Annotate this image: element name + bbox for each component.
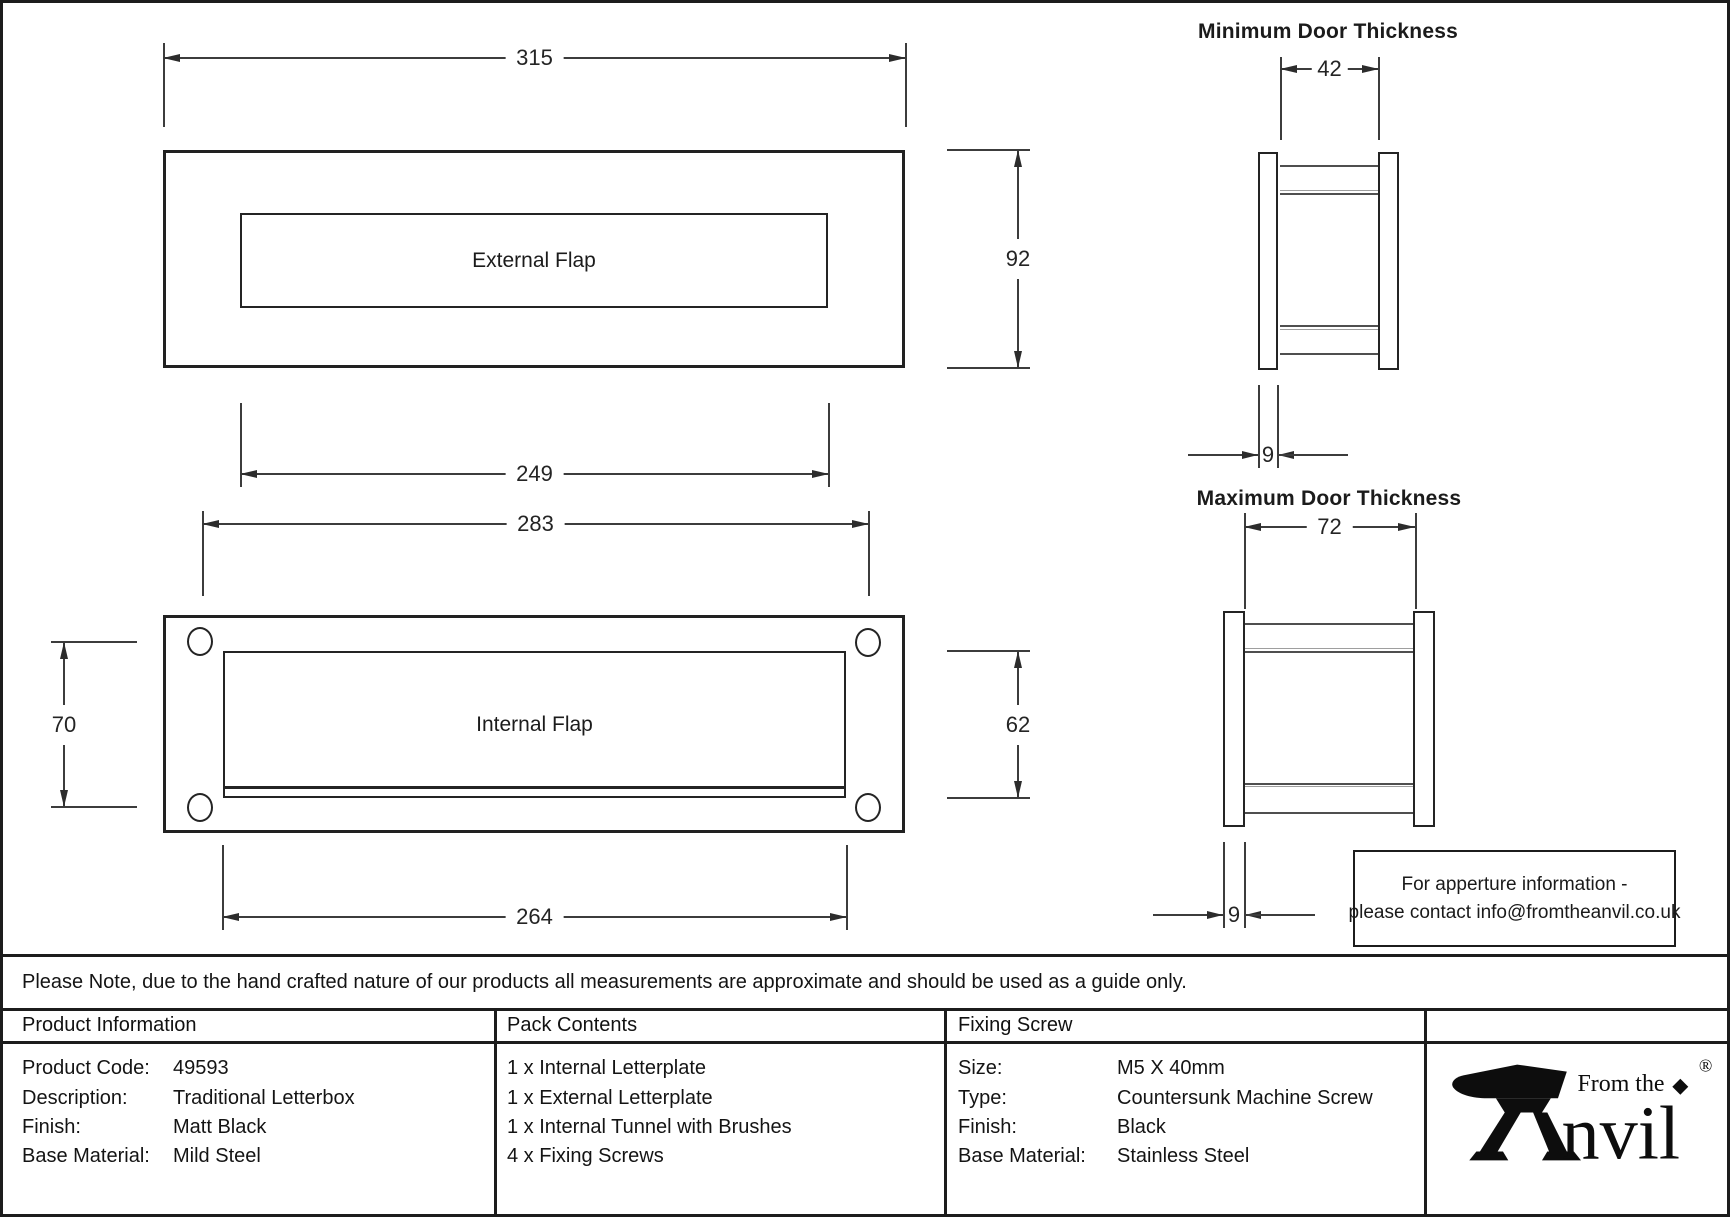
table-divider-1 (494, 1008, 497, 1217)
arrow-left-icon (222, 913, 239, 921)
finish-value: Matt Black (173, 1116, 267, 1138)
arrow-down-icon (1014, 351, 1022, 368)
dimension-42 (1280, 56, 1379, 81)
table-divider-3 (1424, 1008, 1427, 1217)
dimension-92-value: 92 (1004, 239, 1032, 279)
dimension-62-value: 62 (1004, 705, 1032, 745)
min-external-plate-section (1258, 152, 1278, 370)
external-flap-label: External Flap (472, 248, 596, 272)
pack-item-4: 4 x Fixing Screws (507, 1145, 664, 1167)
screw-base-material-value: Stainless Steel (1117, 1145, 1250, 1167)
arrow-left-icon (1244, 523, 1261, 531)
arrow-up-icon (60, 642, 68, 659)
min-tunnel-brush-line-bottom (1280, 329, 1378, 330)
arrow-right-icon (1362, 65, 1379, 73)
screw-hole-top-left (187, 627, 213, 656)
anvil-logo-graphic (1448, 1052, 1714, 1172)
arrow-up-icon (1014, 651, 1022, 668)
min-tunnel-aperture-top (1280, 193, 1378, 195)
arrow-right-icon (812, 470, 829, 478)
dimension-92 (1005, 150, 1031, 368)
table-header-border (0, 1041, 1730, 1044)
arrow-up-icon (1014, 150, 1022, 167)
from-the-anvil-logo (1448, 1052, 1714, 1172)
registered-trademark-icon: ® (1698, 1055, 1713, 1076)
dimension-264-value: 264 (505, 904, 564, 930)
dimension-70 (51, 642, 77, 807)
arrow-left-icon (240, 470, 257, 478)
arrow-left-icon (163, 54, 180, 62)
min-tunnel-brush-line-top (1280, 190, 1378, 191)
dimension-72-value: 72 (1306, 514, 1352, 540)
screw-finish-label: Finish: (958, 1116, 1017, 1138)
max-72-extension-right (1415, 513, 1417, 609)
screw-finish-value: Black (1117, 1116, 1166, 1138)
arrow-right-icon (1398, 523, 1415, 531)
max-tunnel-brush-line-top (1245, 648, 1413, 649)
logo-prefix: From the (1577, 1071, 1665, 1098)
arrow-right-icon (1207, 911, 1223, 919)
logo-name: nvil (1561, 1091, 1681, 1172)
dimension-9-max (1153, 902, 1315, 927)
min-tunnel-aperture-bottom (1280, 325, 1378, 327)
dimension-42-value: 42 (1311, 56, 1347, 82)
arrow-left-icon (202, 520, 219, 528)
screw-hole-bottom-left (187, 793, 213, 822)
arrow-right-icon (889, 54, 906, 62)
description-value: Traditional Letterbox (173, 1087, 355, 1109)
dimension-72 (1244, 514, 1415, 539)
screw-base-material-label: Base Material: (958, 1145, 1086, 1167)
dimension-line (1245, 914, 1315, 916)
max-tunnel-aperture-bottom (1245, 783, 1413, 785)
apperture-info-line2: please contact info@fromtheanvil.co.uk (1348, 901, 1681, 923)
dimension-283-value: 283 (506, 511, 565, 537)
max-tunnel-bottom-line (1245, 812, 1413, 814)
arrow-down-icon (1014, 781, 1022, 798)
fixing-screw-header: Fixing Screw (958, 1014, 1073, 1036)
max-external-plate-section (1223, 611, 1245, 827)
arrow-left-icon (1280, 65, 1297, 73)
screw-size-value: M5 X 40mm (1117, 1057, 1225, 1079)
max-tunnel-top-line (1245, 623, 1413, 625)
max-internal-plate-section (1413, 611, 1435, 827)
dimension-315 (163, 45, 906, 70)
dimension-315-value: 315 (505, 45, 564, 71)
dimension-249 (240, 461, 829, 486)
anvil-icon (1452, 1065, 1567, 1099)
table-divider-2 (944, 1008, 947, 1217)
pack-item-3: 1 x Internal Tunnel with Brushes (507, 1116, 792, 1138)
finish-label: Finish: (22, 1116, 81, 1138)
product-code-label: Product Code: (22, 1057, 150, 1079)
apperture-info-line1: For apperture information - (1401, 873, 1628, 895)
min-internal-plate-section (1378, 152, 1399, 370)
screw-hole-top-right (855, 628, 881, 657)
arrow-down-icon (60, 790, 68, 807)
max-tunnel-brush-line-bottom (1245, 786, 1413, 787)
table-top-border (0, 1008, 1730, 1011)
product-info-header: Product Information (22, 1014, 197, 1036)
dimension-9-max-value: 9 (1227, 902, 1241, 927)
min-tunnel-top-line (1280, 165, 1378, 167)
disclaimer-row-top-border (0, 954, 1730, 957)
apperture-info-box (1348, 850, 1681, 947)
dimension-9-min (1188, 442, 1348, 467)
dimension-62 (1005, 651, 1031, 798)
base-material-value: Mild Steel (173, 1145, 261, 1167)
product-code-value: 49593 (173, 1057, 229, 1079)
pack-item-2: 1 x External Letterplate (507, 1087, 713, 1109)
max-door-thickness-title: Maximum Door Thickness (1196, 487, 1462, 510)
arrow-right-icon (1242, 451, 1258, 459)
internal-flap-label: Internal Flap (476, 712, 593, 736)
description-label: Description: (22, 1087, 128, 1109)
pack-item-1: 1 x Internal Letterplate (507, 1057, 707, 1079)
dimension-line (1278, 454, 1348, 456)
screw-hole-bottom-right (855, 793, 881, 822)
external-flap-outline (240, 213, 828, 308)
screw-type-value: Countersunk Machine Screw (1117, 1087, 1373, 1109)
dimension-70-value: 70 (50, 705, 78, 745)
dimension-283 (202, 511, 869, 536)
max-tunnel-aperture-top (1245, 651, 1413, 653)
screw-type-label: Type: (958, 1087, 1007, 1109)
arrow-right-icon (830, 913, 847, 921)
min-tunnel-bottom-line (1280, 353, 1378, 355)
arrow-right-icon (852, 520, 869, 528)
disclaimer-text: Please Note, due to the hand crafted nature of our products all measurements are approximate and should be used as a guide only. (22, 971, 1187, 993)
base-material-label: Base Material: (22, 1145, 150, 1167)
dimension-264 (222, 904, 847, 929)
dimension-249-value: 249 (505, 461, 564, 487)
pack-contents-header: Pack Contents (507, 1014, 638, 1036)
dimension-9-min-value: 9 (1261, 442, 1275, 467)
internal-flap-outline (223, 651, 846, 798)
min-door-thickness-title: Minimum Door Thickness (1198, 20, 1458, 43)
screw-size-label: Size: (958, 1057, 1003, 1079)
internal-flap-hinge-line (224, 786, 845, 789)
